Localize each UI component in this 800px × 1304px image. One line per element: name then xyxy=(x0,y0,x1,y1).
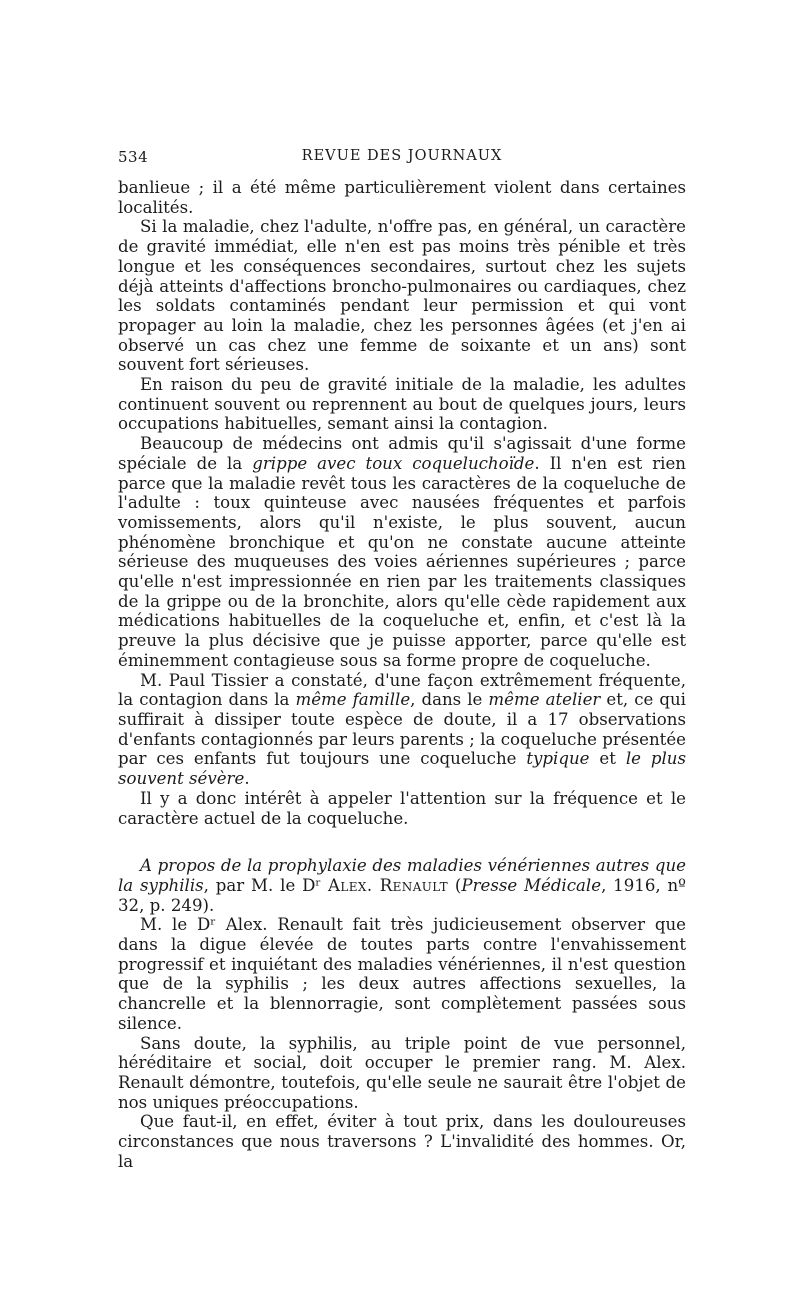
paragraph-continued: banlieue ; il a été même particulièrement violent dans certaines localités. xyxy=(118,178,686,217)
citation-tail: , 1916, nº 32, p. 249). xyxy=(118,875,686,915)
text-run: ( xyxy=(448,875,462,895)
paragraph xyxy=(118,434,686,670)
text-run: . Il n'en est rien parce que la maladie revêt tous les caractères de la coqueluche de l'adulte : toux quinteuse avec nausées fréquentes et parfois vomissements, alors qu'il n'existe, le plus souvent, aucun phénomène bronchique et qu'on ne constate aucune atteinte sérieuse des muqueuses des voies aériennes supérieures ; parce qu'elle n'est impressionnée en rien par les traitements classiques de la grippe ou de la bronchite, alors qu'elle cède rapidement aux médications habituelles de la coqueluche et, enfin, et c'est là la preuve la plus décisive que je puisse apporter, parce qu'elle est éminemment contagieuse sous sa forme propre de coqueluche. xyxy=(118,453,686,670)
text-run: , par M. le Dʳ xyxy=(203,875,328,895)
text-run: et, ce qui suffirait à dissiper toute espèce de doute, il a 17 observations d'enfants contagionnés par leurs parents ; la coqueluche présentée par ces enfants fut toujours une coqueluche xyxy=(118,690,686,769)
paragraph: Que faut-il, en effet, éviter à tout prix, dans les douloureuses circonstances que nous traversons ? L'invalidité des hommes. Or, la xyxy=(118,1112,686,1171)
paragraph: Il y a donc intérêt à appeler l'attention sur la fréquence et le caractère actuel de la coqueluche. xyxy=(118,788,686,828)
italic-run: même famille xyxy=(295,690,411,710)
author-name: Alex. Renault xyxy=(328,875,449,895)
text-run: . xyxy=(244,769,250,789)
italic-run: typique xyxy=(526,749,590,769)
italic-run: le plus souvent sévère xyxy=(118,749,686,789)
article-review xyxy=(118,856,686,1171)
journal-name: Presse Médicale xyxy=(461,875,602,895)
paragraph: Si la maladie, chez l'adulte, n'offre pas, en général, un caractère de gravité immédiat, elle n'en est pas moins très pénible et très longue et les conséquences secondaires, surtout chez les sujets déjà atteints d'affections broncho-pulmonaires ou cardiaques, chez les soldats contaminés pendant leur permission et qui vont propager au loin la maladie, chez les personnes âgées (et j'en ai observé un cas chez une femme de soixante et un ans) sont souvent fort sérieuses. xyxy=(118,217,686,375)
text-run: M. Paul Tissier a constaté, d'une façon extrêmement fréquente, la contagion dans la xyxy=(118,670,686,710)
running-head: REVUE DES JOURNAUX xyxy=(301,148,503,164)
article-continuation xyxy=(118,178,686,828)
paragraph: Sans doute, la syphilis, au triple point de vue personnel, héréditaire et social, doit occuper le premier rang. M. Alex. Renault démontre, toutefois, qu'elle seule ne saurait être l'objet de nos uniques préoccupations. xyxy=(118,1033,686,1112)
paragraph xyxy=(118,671,686,789)
text-run: et xyxy=(589,749,626,769)
article-title: A propos de la prophylaxie des maladies vénériennes autres que la syphilis xyxy=(118,856,686,895)
journal-page xyxy=(118,148,686,1171)
page-number: 534 xyxy=(118,148,149,166)
paragraph: M. le Dʳ Alex. Renault fait très judicieusement observer que dans la digue élevée de toutes parts contre l'envahissement progressif et inquiétant des maladies vénériennes, il n'est question que de la syphilis ; les deux autres affections sexuelles, la chancrelle et la blennorragie, sont complètement passées sous silence. xyxy=(118,915,686,1033)
text-run: Beaucoup de médecins ont admis qu'il s'agissait d'une forme spéciale de la xyxy=(118,434,686,473)
page-header xyxy=(118,148,686,172)
text-run: , dans le xyxy=(410,690,489,710)
italic-run: grippe avec toux coqueluchoïde xyxy=(252,453,535,473)
paragraph: En raison du peu de gravité initiale de la maladie, les adultes continuent souvent ou reprennent au bout de quelques jours, leurs occupations habituelles, semant ainsi la contagion. xyxy=(118,375,686,434)
review-title xyxy=(118,856,686,915)
section-gap xyxy=(118,828,686,856)
italic-run: même atelier xyxy=(488,690,601,710)
